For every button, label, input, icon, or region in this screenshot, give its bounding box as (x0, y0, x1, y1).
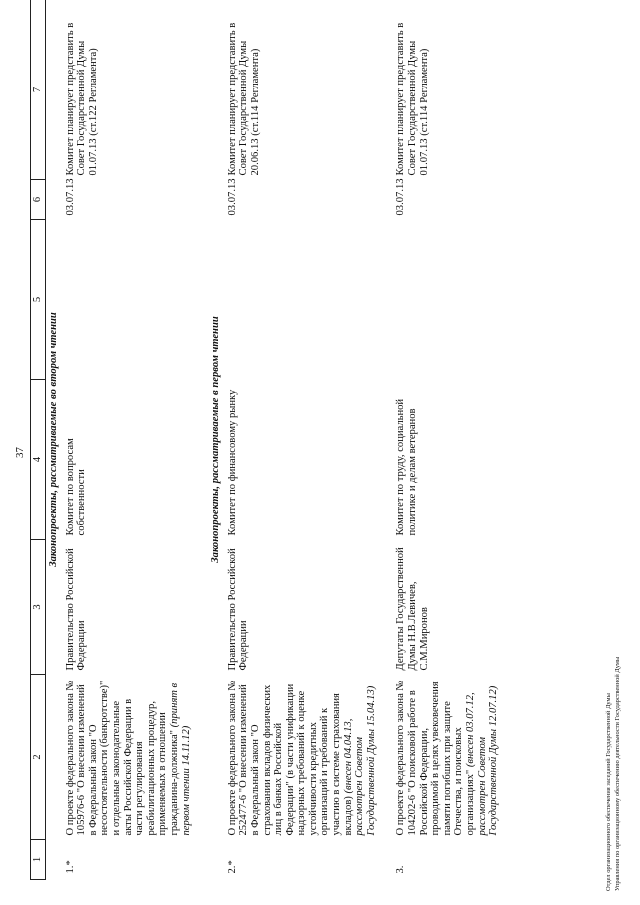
col-header-3: 3 (31, 540, 46, 675)
agenda-table (30, 0, 516, 880)
section-heading: Законопроекты, рассматриваемые в первом чтении (210, 316, 222, 563)
section-heading: Законопроекты, рассматриваемые во втором чтении (48, 312, 59, 567)
bill-note: (внесен 03.07.12, рассмотрен Советом Государственной Думы 12.07.12) (465, 685, 500, 836)
footer-line: Управления по организационному обеспечению деятельности Государственной Думы (614, 656, 621, 891)
bill-note: (внесен 04.04.13, рассмотрен Советом Государственной Думы 15.04.13) (342, 685, 377, 836)
col5-cell (225, 220, 394, 380)
page-number: 37 (14, 447, 26, 458)
bill-cell (225, 675, 394, 840)
bill-cell (393, 675, 515, 840)
bill-note: (принят в первом чтении 14.11.12) (168, 682, 192, 836)
consideration-date: 03.07.13 (395, 178, 407, 216)
col-header-4: 4 (31, 380, 46, 540)
bill-title: О проекте федерального закона № 105976-6 "О внесении изменений в Федеральный закон "О несостоятельности (банкротстве)" и отдельные законодательные акты Российской Федерации в части регулирования реабилитационных процедур, применяемых в отношении гражданина-должника" (64, 680, 180, 836)
table-row (225, 0, 394, 880)
item-number: 1.* (64, 860, 76, 874)
col-header-7: 7 (31, 0, 46, 180)
table-row (63, 0, 209, 880)
section-heading-row (208, 0, 225, 880)
col5-cell (393, 220, 515, 380)
item-number: 3. (395, 865, 407, 874)
consideration-date: 03.07.13 (226, 178, 238, 216)
committee-plan: Комитет планирует представить в Совет Государственной Думы 01.07.13 (ст.114 Регламента) (395, 22, 430, 176)
responsible-committee: Комитет по труду, социальной политике и делам ветеранов (395, 398, 419, 536)
section-heading-row (46, 0, 63, 880)
col5-cell (63, 220, 209, 380)
committee-plan: Комитет планирует представить в Совет Государственной Думы 01.07.13 (ст.122 Регламента) (64, 22, 99, 176)
col-header-1: 1 (31, 840, 46, 880)
bill-author: Депутаты Государственной Думы Н.В.Левичев, С.М.Миронов (395, 547, 430, 671)
item-number: 2.* (226, 860, 238, 874)
bill-title: О проекте федерального закона № 104202-6 "О поисковой работе в Российской Федерации, проводимой в целях увековечения памяти погибших при защите Отечества, и поисковых организациях" (395, 680, 476, 836)
consideration-date: 03.07.13 (64, 178, 76, 216)
table-row (393, 0, 515, 880)
col-header-5: 5 (31, 220, 46, 380)
column-number-row (31, 0, 46, 880)
responsible-committee: Комитет по вопросам собственности (64, 438, 88, 536)
bill-author: Правительство Российской Федерации (226, 548, 250, 671)
col-header-2: 2 (31, 675, 46, 840)
committee-plan: Комитет планирует представить в Совет Государственной Думы 20.06.13 (ст.114 Регламента) (226, 22, 261, 176)
responsible-committee: Комитет по финансовому рынку (226, 389, 238, 536)
col-header-6: 6 (31, 180, 46, 220)
bill-title: О проекте федерального закона № 252477-6 "О внесении изменений в Федеральный закон "О страховании вкладов физических лиц в банках Российской Федерации" (в части унификации надзорных требований к оценке устойчивости кредитных организаций и требований к участию в системе страхования вкладов) (226, 680, 354, 836)
footer-line: Отдел организационного обеспечения заседаний Государственной Думы (605, 693, 612, 891)
footer (604, 657, 622, 891)
bill-author: Правительство Российской Федерации (64, 548, 88, 671)
bill-cell (63, 675, 209, 840)
